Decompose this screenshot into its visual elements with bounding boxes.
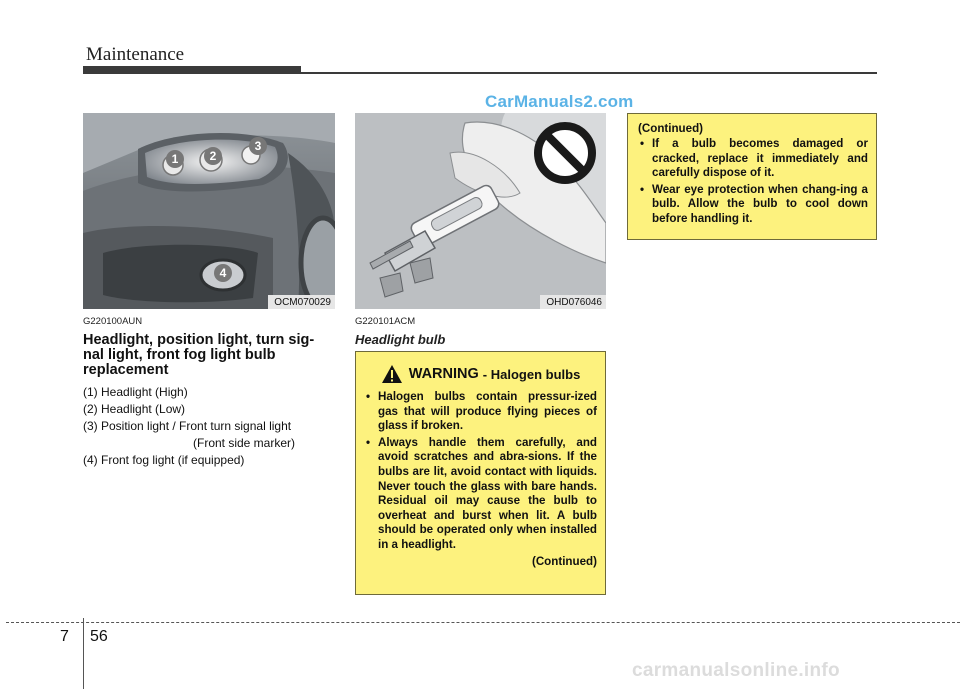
parts-list <box>83 384 335 469</box>
watermark-top: CarManuals2.com <box>485 92 634 111</box>
car-front-illustration <box>83 113 335 309</box>
warning-list <box>364 390 597 553</box>
warning-label: WARNING <box>408 366 479 382</box>
list-item: (4) Front fog light (if equipped) <box>83 453 245 467</box>
list-item: • If a bulb becomes damaged or cracked, replace it immediately and carefully dispose of it. <box>640 137 868 180</box>
section-heading: Headlight, position light, turn sig-nal light, front fog light bulb replacement <box>83 332 315 378</box>
page-number: 56 <box>90 628 108 645</box>
section-title: Maintenance <box>86 44 185 65</box>
callout-2: 2 <box>204 147 222 165</box>
list-item: (2) Headlight (Low) <box>83 402 186 416</box>
warning-box <box>355 351 606 595</box>
list-item: • Halogen bulbs contain pressur-ized gas that will produce flying pieces of glass if broken. <box>366 390 597 433</box>
header-rule <box>83 72 877 74</box>
list-item: (Front side marker) <box>193 436 296 450</box>
callout-3: 3 <box>249 137 267 155</box>
warning-title <box>364 364 597 384</box>
headlight-photo <box>83 113 335 309</box>
bullet-icon: • <box>366 435 371 449</box>
warning-subtitle: - Halogen bulbs <box>482 366 581 382</box>
chapter-number: 7 <box>60 628 69 645</box>
continued-box <box>627 113 877 240</box>
section-code-left: G220100AUN <box>83 316 143 327</box>
list-item: • Always handle them carefully, and avoid scratches and abra-sions. If the bulbs are lit, avoid contact with liquids. Never touch the glass with bare hands. Residual oil may cause the bulb to overheat and burst when lit. A bulb should be operated only when installed in a headlight. <box>366 435 597 551</box>
bulb-photo <box>355 113 606 309</box>
callout-1: 1 <box>166 150 184 168</box>
callout-4: 4 <box>214 264 232 282</box>
section-code-middle: G220101ACM <box>355 316 416 327</box>
continued-label: (Continued) <box>638 122 704 135</box>
caution-list <box>638 137 868 227</box>
image-code-left: OCM070029 <box>268 295 335 309</box>
bullet-icon: • <box>366 390 371 403</box>
warning-triangle-icon <box>381 364 403 384</box>
list-item: (1) Headlight (High) <box>83 385 188 399</box>
footer-rule <box>6 622 960 623</box>
list-item: • Wear eye protection when chang-ing a bulb. Allow the bulb to cool down before handling it. <box>640 182 868 225</box>
subheading: Headlight bulb <box>355 332 446 347</box>
prohibited-icon <box>533 121 597 185</box>
watermark-bottom: carmanualsonline.info <box>632 660 840 681</box>
footer-divider <box>83 618 84 689</box>
image-code-middle: OHD076046 <box>540 295 606 309</box>
bullet-icon: • <box>640 137 645 150</box>
bullet-icon: • <box>640 182 645 196</box>
continued-label: (Continued) <box>531 554 597 568</box>
list-item: (3) Position light / Front turn signal light <box>83 419 292 433</box>
